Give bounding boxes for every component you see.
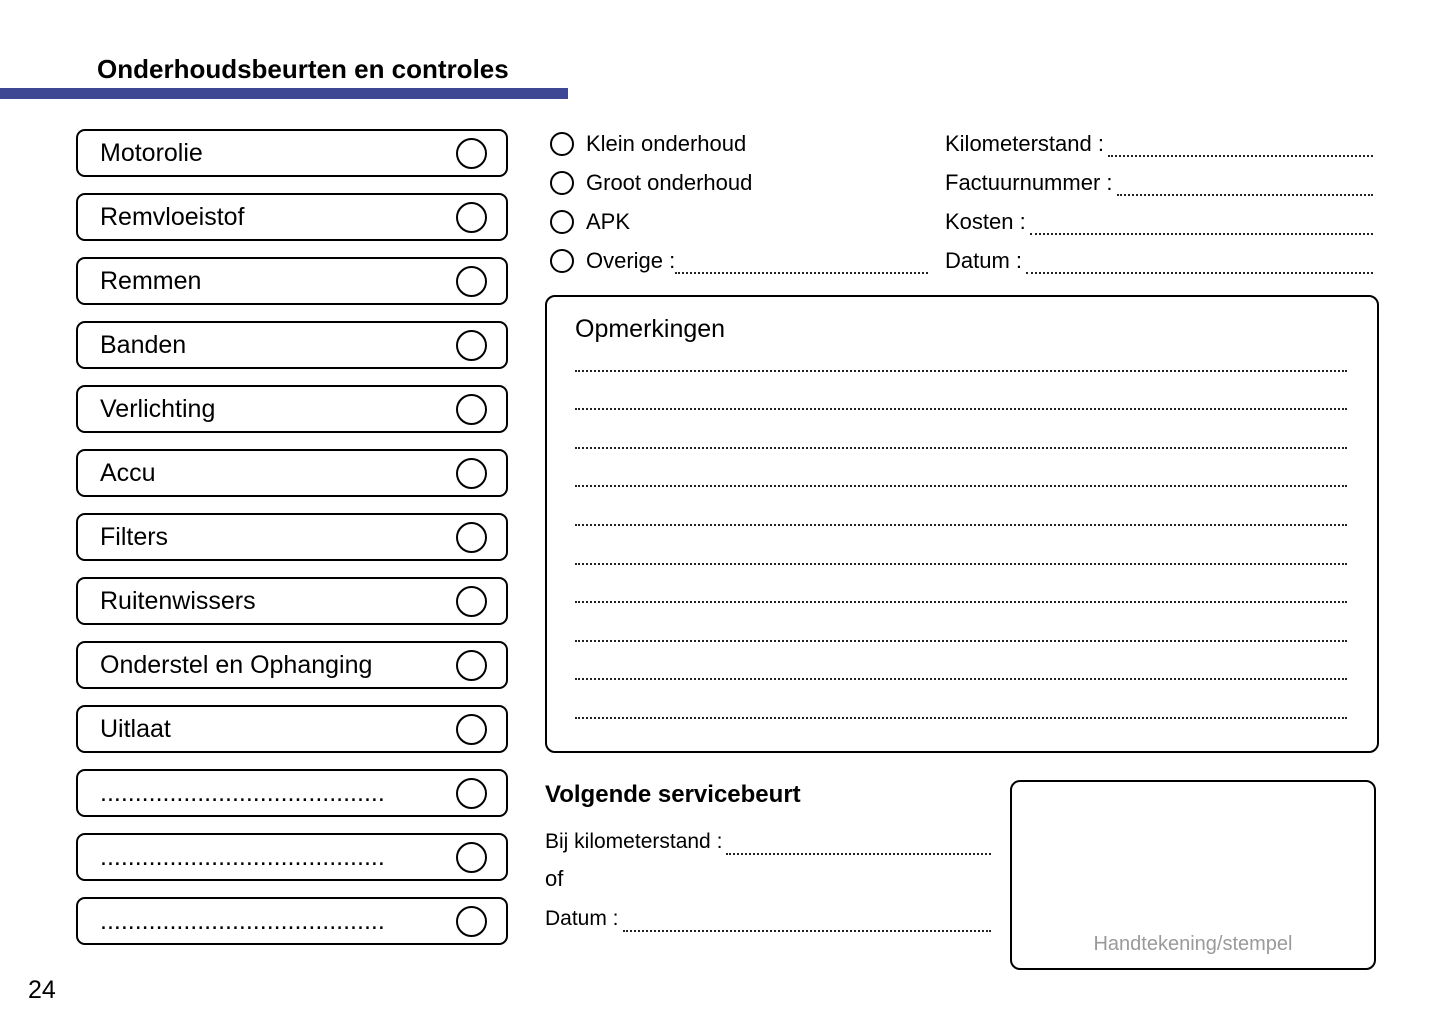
- service-type-label: Groot onderhoud: [586, 169, 753, 195]
- radio-circle[interactable]: [550, 249, 574, 273]
- next-service-km-write-in-line[interactable]: [726, 828, 991, 855]
- title-accent-bar: [0, 88, 568, 99]
- checklist-item-label: Filters: [100, 522, 169, 551]
- service-info-fields: [945, 124, 1373, 280]
- checklist-item-write-in[interactable]: .........................................: [100, 778, 385, 807]
- checkbox-circle[interactable]: [456, 138, 487, 169]
- radio-circle[interactable]: [550, 171, 574, 195]
- checklist-item-label: Banden: [100, 330, 187, 359]
- field-label: Bij kilometerstand :: [545, 829, 723, 853]
- radio-circle[interactable]: [550, 210, 574, 234]
- remarks-write-in-area[interactable]: [575, 333, 1347, 719]
- field-kosten: [945, 202, 1373, 241]
- checkbox-circle[interactable]: [456, 522, 487, 553]
- checkbox-circle[interactable]: [456, 778, 487, 809]
- checklist-item-ruitenwissers: [76, 577, 508, 625]
- checklist-item-label: Remvloeistof: [100, 202, 245, 231]
- checkbox-circle[interactable]: [456, 330, 487, 361]
- kilometerstand-write-in-line[interactable]: [1108, 130, 1373, 157]
- remarks-line[interactable]: [575, 603, 1347, 642]
- field-label: Datum :: [545, 906, 619, 930]
- checklist-item-uitlaat: [76, 705, 508, 753]
- checklist-item-write-in[interactable]: .........................................: [100, 906, 385, 935]
- next-service-title: Volgende servicebeurt: [545, 781, 801, 808]
- checklist-item-accu: [76, 449, 508, 497]
- checklist-item-label: Verlichting: [100, 394, 216, 423]
- radio-circle[interactable]: [550, 132, 574, 156]
- checkbox-circle[interactable]: [456, 650, 487, 681]
- checklist-item-label: Motorolie: [100, 138, 203, 167]
- field-kilometerstand: [945, 124, 1373, 163]
- next-service-or-label: of: [545, 866, 564, 891]
- remarks-title: Opmerkingen: [575, 315, 726, 343]
- checklist-item-banden: [76, 321, 508, 369]
- service-type-overige: [550, 241, 928, 280]
- service-type-label: Overige :: [586, 247, 676, 273]
- checklist-item-blank-3: [76, 897, 508, 945]
- next-service-date-field: [545, 899, 991, 938]
- field-factuurnummer: [945, 163, 1373, 202]
- checkbox-circle[interactable]: [456, 266, 487, 297]
- checklist-item-remmen: [76, 257, 508, 305]
- checklist-item-verlichting: [76, 385, 508, 433]
- service-type-klein-onderhoud: [550, 124, 928, 163]
- checklist-item-blank-2: [76, 833, 508, 881]
- checklist-item-label: Onderstel en Ophanging: [100, 650, 373, 679]
- factuurnummer-write-in-line[interactable]: [1117, 169, 1374, 196]
- remarks-line[interactable]: [575, 642, 1347, 681]
- field-datum: [945, 241, 1373, 280]
- next-service-km-field: [545, 822, 991, 861]
- service-type-label: APK: [586, 208, 631, 234]
- service-type-label: Klein onderhoud: [586, 130, 747, 156]
- checkbox-circle[interactable]: [456, 842, 487, 873]
- service-type-groot-onderhoud: [550, 163, 928, 202]
- checkbox-circle[interactable]: [456, 202, 487, 233]
- checklist-item-blank-1: [76, 769, 508, 817]
- signature-box[interactable]: [1010, 780, 1376, 970]
- checklist-item-motorolie: [76, 129, 508, 177]
- remarks-line[interactable]: [575, 372, 1347, 411]
- remarks-line[interactable]: [575, 526, 1347, 565]
- service-type-apk: [550, 202, 928, 241]
- remarks-line[interactable]: [575, 680, 1347, 719]
- remarks-line[interactable]: [575, 410, 1347, 449]
- overige-write-in-line[interactable]: [675, 247, 928, 274]
- field-label: Kilometerstand :: [945, 130, 1104, 156]
- field-label: Kosten :: [945, 208, 1026, 234]
- checklist-item-filters: [76, 513, 508, 561]
- remarks-line[interactable]: [575, 565, 1347, 604]
- datum-write-in-line[interactable]: [1026, 247, 1373, 274]
- remarks-line[interactable]: [575, 487, 1347, 526]
- checkbox-circle[interactable]: [456, 714, 487, 745]
- checkbox-circle[interactable]: [456, 394, 487, 425]
- remarks-line[interactable]: [575, 333, 1347, 372]
- remarks-line[interactable]: [575, 449, 1347, 488]
- page-title: Onderhoudsbeurten en controles: [97, 54, 509, 84]
- checklist-item-label: Ruitenwissers: [100, 586, 256, 615]
- page-number: 24: [28, 976, 56, 1004]
- field-label: Factuurnummer :: [945, 169, 1113, 195]
- checkbox-circle[interactable]: [456, 586, 487, 617]
- kosten-write-in-line[interactable]: [1030, 208, 1373, 235]
- checklist-item-label: Uitlaat: [100, 714, 171, 743]
- checklist-item-write-in[interactable]: .........................................: [100, 842, 385, 871]
- signature-label: Handtekening/stempel: [1093, 933, 1293, 955]
- field-label: Datum :: [945, 247, 1023, 273]
- checkbox-circle[interactable]: [456, 458, 487, 489]
- checklist-item-remvloeistof: [76, 193, 508, 241]
- checklist-item-label: Remmen: [100, 266, 202, 295]
- next-service-date-write-in-line[interactable]: [623, 905, 991, 932]
- checklist-item-onderstel-en-ophanging: [76, 641, 508, 689]
- checkbox-circle[interactable]: [456, 906, 487, 937]
- service-type-options: [550, 124, 928, 280]
- maintenance-checklist: [76, 129, 508, 945]
- remarks-box: [545, 295, 1379, 753]
- checklist-item-label: Accu: [100, 458, 156, 487]
